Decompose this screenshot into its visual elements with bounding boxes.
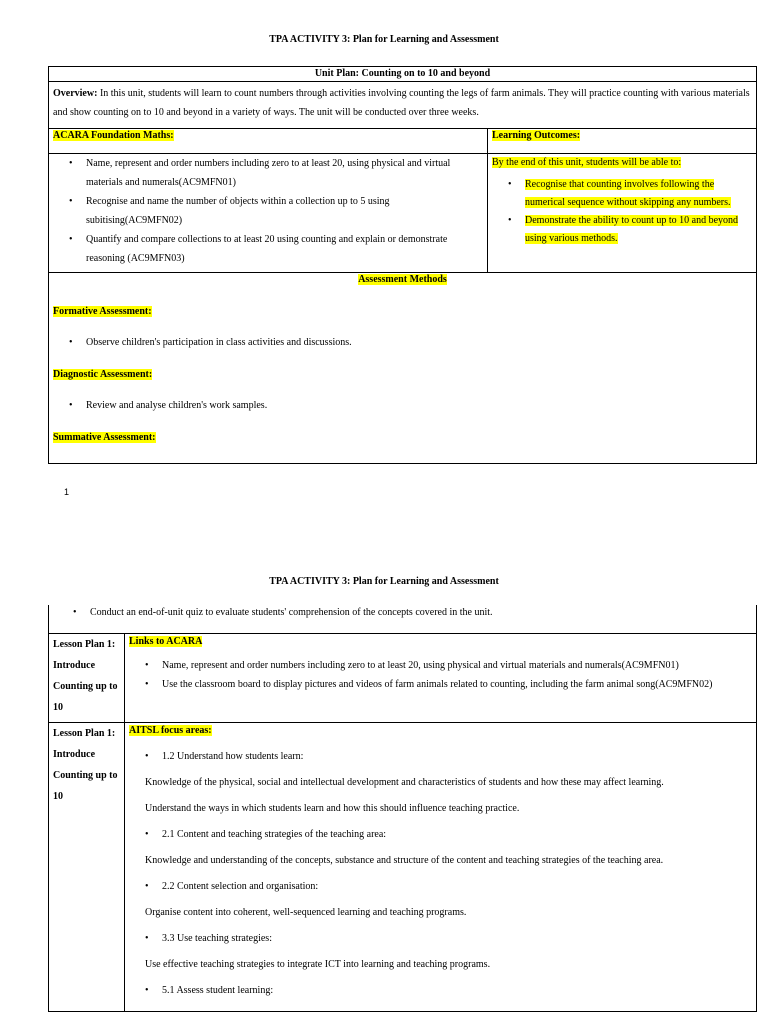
list-item: • 1.2 Understand how students learn: — [129, 750, 752, 764]
outcome-text: Recognise that counting involves following the numerical sequence without skipping any numbers. — [525, 179, 731, 208]
page-header: TPA ACTIVITY 3: Plan for Learning and Assessment — [269, 576, 499, 587]
list-item: • 2.2 Content selection and organisation: — [129, 880, 752, 894]
list-item: • 5.1 Assess student learning: — [129, 984, 752, 998]
list-item: • Recognise and name the number of objects within a collection up to 5 using subitising(AC9MFN02) — [53, 192, 483, 230]
list-item: • Conduct an end-of-unit quiz to evaluate students' comprehension of the concepts covered in the unit. — [53, 605, 752, 621]
assessment-heading: Assessment Methods — [358, 274, 447, 285]
list-item: • Use the classroom board to display pictures and videos of farm animals related to counting, including the farm animal song(AC9MFN02) — [129, 675, 752, 694]
list-item: • 2.1 Content and teaching strategies of the teaching area: — [129, 828, 752, 842]
outcomes-intro: By the end of this unit, students will be able to: — [492, 157, 682, 168]
unit-plan-table — [48, 66, 757, 464]
links-cell — [125, 634, 757, 723]
diagnostic-list — [53, 399, 752, 413]
assessment-cell — [49, 273, 757, 464]
aitsl-description: Understand the ways in which students learn and how this should influence teaching practice. — [145, 803, 520, 814]
diagnostic-heading: Diagnostic Assessment: — [53, 369, 153, 380]
page-number: 1 — [64, 487, 70, 497]
list-item: • 3.3 Use teaching strategies: — [129, 932, 752, 946]
quiz-list — [53, 605, 752, 621]
aitsl-list-3 — [129, 880, 752, 894]
overview-label: Overview: — [53, 88, 98, 99]
learning-outcomes-cell — [488, 154, 757, 273]
lesson-plan-label: Lesson Plan 1: Introduce Counting up to 10 — [49, 723, 125, 1012]
overview-cell — [49, 82, 757, 129]
links-heading: Links to ACARA — [129, 636, 203, 647]
aitsl-list-5 — [129, 984, 752, 998]
formative-heading: Formative Assessment: — [53, 306, 152, 317]
acara-list-cell — [49, 154, 488, 273]
list-item: • Name, represent and order numbers including zero to at least 20, using physical and virtual materials and numerals(AC9MFN01) — [53, 154, 483, 192]
list-item — [492, 176, 752, 212]
aitsl-list-1 — [129, 750, 752, 764]
aitsl-list-4 — [129, 932, 752, 946]
aitsl-description: Knowledge and understanding of the concepts, substance and structure of the content and teaching strategies of the teaching area. — [145, 855, 664, 866]
page-header: TPA ACTIVITY 3: Plan for Learning and Assessment — [269, 34, 499, 45]
acara-heading-cell — [49, 129, 488, 154]
page-2 — [0, 545, 768, 1024]
overview-text: In this unit, students will learn to count numbers through activities involving counting the legs of farm animals. They will practice counting with various materials and show counting on to 10 and beyond in a variety of ways. The unit will be conducted over three weeks. — [53, 88, 750, 118]
list-item: • Observe children's participation in class activities and discussions. — [53, 336, 752, 350]
aitsl-list-2 — [129, 828, 752, 842]
list-item: • Review and analyse children's work samples. — [53, 399, 752, 413]
unit-title: Unit Plan: Counting on to 10 and beyond — [49, 67, 757, 82]
outcome-text: Demonstrate the ability to count up to 10 and beyond using various methods. — [525, 215, 739, 244]
aitsl-description: Knowledge of the physical, social and intellectual development and characteristics of students and how these may affect learning. — [145, 777, 664, 788]
quiz-cell — [49, 605, 757, 634]
aitsl-cell — [125, 723, 757, 1012]
aitsl-description: Use effective teaching strategies to integrate ICT into learning and teaching programs. — [145, 959, 491, 970]
list-item — [492, 212, 752, 248]
aitsl-heading: AITSL focus areas: — [129, 725, 212, 736]
lesson-plan-label: Lesson Plan 1: Introduce Counting up to 10 — [49, 634, 125, 723]
list-item: • Name, represent and order numbers including zero to at least 20, using physical and virtual materials and numerals(AC9MFN01) — [129, 656, 752, 675]
acara-heading: ACARA Foundation Maths: — [53, 130, 174, 141]
summative-heading: Summative Assessment: — [53, 432, 156, 443]
list-item: • Quantify and compare collections to at least 20 using counting and explain or demonstrate reasoning (AC9MFN03) — [53, 230, 483, 268]
links-list — [129, 656, 752, 694]
learning-outcomes-heading: Learning Outcomes: — [492, 130, 581, 141]
learning-outcomes-heading-cell — [488, 129, 757, 154]
aitsl-description: Organise content into coherent, well-sequenced learning and teaching programs. — [145, 907, 467, 918]
lesson-plan-table — [48, 605, 757, 1012]
acara-list — [53, 154, 483, 268]
formative-list — [53, 336, 752, 350]
outcomes-list — [492, 176, 752, 248]
